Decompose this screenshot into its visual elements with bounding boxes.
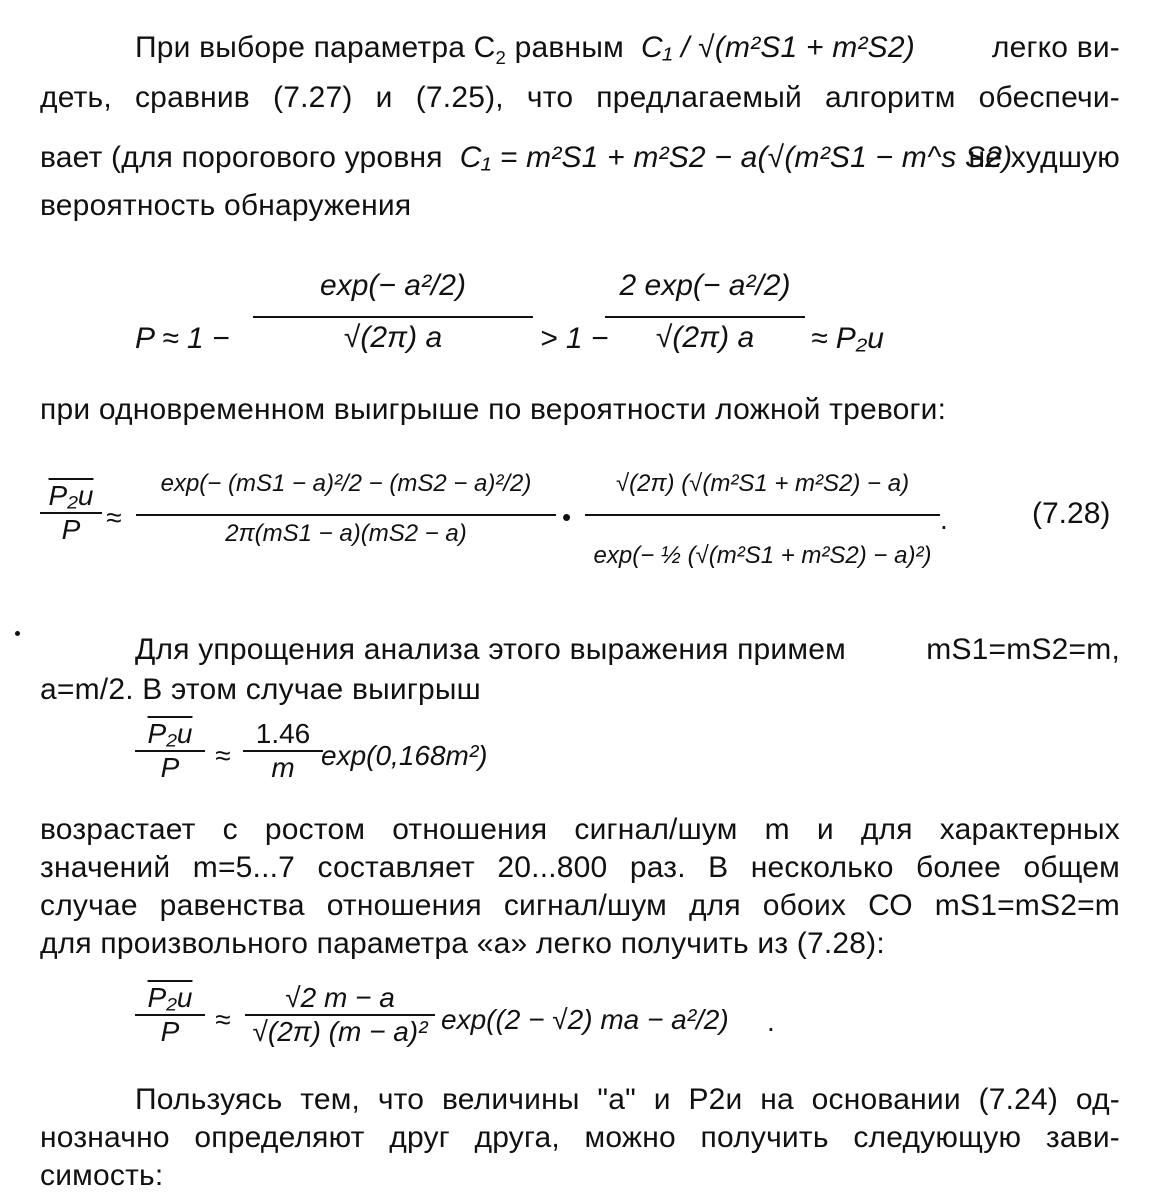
p1-text-a: При выборе параметра С	[135, 31, 496, 64]
paragraph1-line3	[40, 140, 1120, 176]
f3-fraction	[243, 718, 323, 784]
f1-den2: √(2π) a	[605, 316, 805, 358]
formula-gain-general	[135, 974, 785, 1070]
f3-num: 1.46	[255, 718, 311, 749]
f1-fraction1	[253, 256, 533, 358]
f3-den: m	[243, 750, 323, 784]
equation-number-7-28: (7.28)	[1032, 497, 1111, 530]
f1-num2: 2 exp(− a²/2)	[619, 269, 791, 302]
paragraph3-line1	[135, 632, 1120, 668]
p1-line3-text-a: вает (для порогового уровня	[40, 141, 443, 174]
p3-text-b: mS1=mS2=m,	[926, 633, 1120, 666]
f4-lhs-fraction	[135, 982, 205, 1048]
paragraph5-line1: Пользуясь тем, что величины "а" и P2и на основании (7.24) од-	[135, 1083, 1120, 1116]
paragraph1-line4: вероятность обнаружения	[40, 189, 412, 222]
f1-gt: > 1 −	[540, 322, 609, 355]
f2-dot: •	[562, 502, 572, 532]
f3-lhs-fraction	[135, 718, 205, 784]
f1-fraction2	[605, 256, 805, 358]
formula-gain-simplified	[135, 718, 535, 802]
paragraph1-line2: деть, сравнив (7.27) и (7.25), что предлагаемый алгоритм обеспечи-	[40, 81, 1120, 114]
paragraph4-line2: значений m=5...7 составляет 20...800 раз. В несколько более общем	[40, 851, 1120, 884]
f2-num2: √(2π) (√(m²S1 + m²S2) − a)	[615, 470, 910, 497]
paragraph2-line1: при одновременном выигрыше по вероятности ложной тревоги:	[40, 393, 947, 426]
f4-num: √2 m − a	[285, 982, 395, 1013]
p1-text-c: легко ви-	[991, 31, 1120, 64]
f4-lhs-den: P	[135, 1014, 205, 1048]
f3-lhs-num: P₂и	[147, 718, 193, 749]
paragraph3-line2: a=m/2. В этом случае выигрыш	[40, 673, 481, 706]
f1-rhs: ≈ P₂и	[811, 322, 884, 355]
f2-lhs-num: P₂и	[48, 480, 94, 511]
f2-approx: ≈	[106, 502, 122, 533]
f2-fraction2	[585, 454, 940, 596]
f3-approx: ≈	[215, 740, 231, 771]
f2-den2: exp(− ½ (√(m²S1 + m²S2) − a)²)	[585, 514, 940, 596]
p1-text-b: равным	[514, 31, 624, 64]
paragraph5-line3: симость:	[40, 1159, 164, 1192]
f1-lhs: P ≈ 1 −	[135, 322, 230, 355]
f2-fraction1	[136, 454, 556, 552]
paragraph1-line1	[135, 30, 1120, 66]
formula-false-alarm-gain	[40, 440, 948, 620]
p1-line3-math: C₁ = m²S1 + m²S2 − a(√(m²S1 − m^s S2)	[459, 141, 1013, 174]
f2-end: .	[940, 504, 948, 535]
f2-lhs-fraction	[40, 480, 102, 546]
f4-approx: ≈	[215, 1004, 231, 1035]
p1-math-c1-ratio: C₁ / √(m²S1 + m²S2)	[640, 31, 915, 64]
f4-end: .	[767, 1006, 775, 1037]
f1-den1: √(2π) a	[253, 316, 533, 358]
paragraph4-line1: возрастает с ростом отношения сигнал/шум m и для характерных	[40, 813, 1120, 846]
paragraph4-line4: для произвольного параметра «а» легко получить из (7.28):	[40, 927, 885, 960]
f4-den: √(2π) (m − a)²	[245, 1014, 435, 1048]
f4-exp: exp((2 − √2) ma − a²/2)	[441, 1004, 729, 1035]
f2-den1: 2π(mS1 − a)(mS2 − a)	[136, 514, 556, 552]
paragraph4-line3: случае равенства отношения сигнал/шум для обоих СО mS1=mS2=m	[40, 889, 1120, 922]
f3-lhs-den: P	[135, 750, 205, 784]
f4-lhs-num: P₂и	[147, 982, 193, 1013]
formula-detection-probability	[135, 236, 884, 386]
p1-line3-text-b: не худшую	[968, 141, 1120, 174]
f1-num1: exp(− a²/2)	[320, 269, 466, 302]
stray-dot	[15, 631, 20, 636]
p1-sub: 2	[495, 47, 507, 68]
f3-exp: exp(0,168m²)	[321, 740, 488, 771]
f4-fraction	[245, 982, 435, 1048]
paragraph5-line2: нозначно определяют друг друга, можно получить следующую зави-	[40, 1121, 1120, 1154]
p3-text-a: Для упрощения анализа этого выражения примем	[135, 633, 846, 666]
f2-num1: exp(− (mS1 − a)²/2 − (mS2 − a)²/2)	[160, 470, 532, 497]
f2-lhs-den: P	[40, 512, 102, 546]
